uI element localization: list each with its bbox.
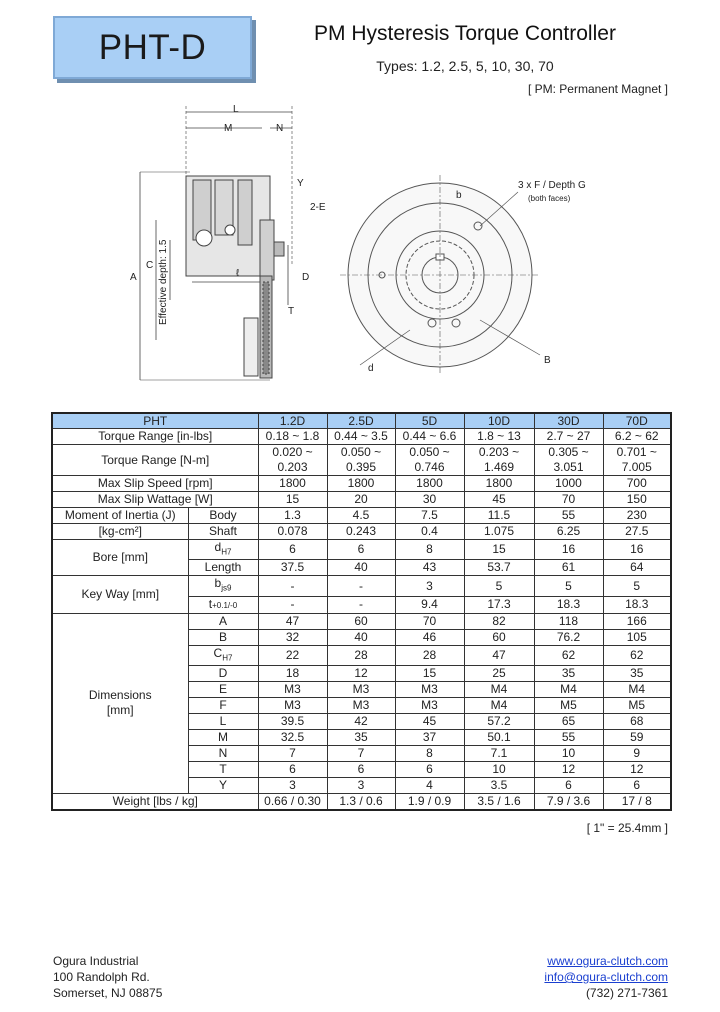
table-cell: M3 bbox=[395, 698, 464, 714]
label-2E: 2-E bbox=[310, 202, 326, 213]
table-cell: 70 bbox=[395, 613, 464, 629]
row-sublabel bbox=[188, 778, 258, 794]
table-cell: 70 bbox=[534, 492, 603, 508]
row-label bbox=[52, 613, 188, 793]
company-name: Ogura Industrial bbox=[53, 954, 139, 968]
table-cell: 0.44 ~ 3.5 bbox=[327, 429, 395, 445]
label-B: B bbox=[544, 355, 551, 366]
table-cell bbox=[258, 445, 327, 476]
table-cell: 46 bbox=[395, 629, 464, 645]
cell-line: 0.305 ~ bbox=[548, 445, 589, 459]
sublabel-text: N bbox=[218, 746, 228, 761]
dimensions-label: Dimensions bbox=[88, 688, 152, 703]
table-row bbox=[52, 429, 671, 445]
table-row bbox=[52, 476, 671, 492]
table-cell: 45 bbox=[464, 492, 534, 508]
cell-line: 0.203 ~ bbox=[478, 445, 520, 459]
header-cell: 1.2D bbox=[258, 413, 327, 429]
row-sublabel bbox=[188, 730, 258, 746]
table-cell: 82 bbox=[464, 613, 534, 629]
table-cell: 0.4 bbox=[395, 524, 464, 540]
table-cell: 150 bbox=[603, 492, 671, 508]
row-label: Moment of Inertia (J) bbox=[52, 508, 188, 524]
table-row bbox=[52, 613, 671, 629]
cell-line: 1.469 bbox=[483, 460, 515, 474]
table-cell: M4 bbox=[534, 682, 603, 698]
row-sublabel bbox=[188, 682, 258, 698]
table-cell: 3 bbox=[258, 778, 327, 794]
table-cell: 3.5 bbox=[464, 778, 534, 794]
table-cell: 7.1 bbox=[464, 746, 534, 762]
row-sublabel bbox=[188, 645, 258, 665]
table-cell: 7.9 / 3.6 bbox=[534, 794, 603, 811]
row-label: Max Slip Wattage [W] bbox=[52, 492, 258, 508]
label-d: d bbox=[368, 363, 374, 374]
table-cell: 28 bbox=[327, 645, 395, 665]
table-cell: 12 bbox=[603, 762, 671, 778]
cell-line: 0.020 ~ bbox=[272, 445, 313, 459]
cell-line: 0.050 ~ bbox=[409, 445, 450, 459]
cell-line: 0.203 bbox=[277, 460, 308, 474]
footer-contact bbox=[544, 953, 668, 1001]
types-line: Types: 1.2, 2.5, 5, 10, 30, 70 bbox=[376, 58, 554, 74]
table-row bbox=[52, 508, 671, 524]
sublabel-text: M bbox=[218, 730, 228, 745]
technical-drawing bbox=[120, 100, 610, 390]
sublabel-sub: H7 bbox=[221, 547, 232, 557]
address-line: Somerset, NJ 08875 bbox=[53, 986, 163, 1000]
sublabel-text: T bbox=[219, 762, 227, 777]
table-cell: 4.5 bbox=[327, 508, 395, 524]
row-sublabel bbox=[188, 714, 258, 730]
sublabel-text: B bbox=[218, 629, 227, 644]
row-label: Torque Range [in-lbs] bbox=[52, 429, 258, 445]
table-cell: M4 bbox=[603, 682, 671, 698]
table-cell: 10 bbox=[464, 762, 534, 778]
table-cell: 10 bbox=[534, 746, 603, 762]
sublabel-text: Y bbox=[218, 778, 227, 793]
table-cell: 60 bbox=[464, 629, 534, 645]
model-name: PHT-D bbox=[98, 27, 207, 67]
model-title-box bbox=[53, 16, 252, 79]
table-cell: 60 bbox=[327, 613, 395, 629]
row-sublabel bbox=[188, 762, 258, 778]
table-cell: 28 bbox=[395, 645, 464, 665]
table-cell: M5 bbox=[603, 698, 671, 714]
sublabel-sub: H7 bbox=[222, 653, 233, 663]
table-cell: 4 bbox=[395, 778, 464, 794]
sublabel-text: L bbox=[219, 714, 227, 729]
email-link[interactable]: info@ogura-clutch.com bbox=[544, 970, 668, 984]
dimensions-unit: [mm] bbox=[106, 703, 134, 718]
cell-line: 0.050 ~ bbox=[340, 445, 382, 459]
table-row bbox=[52, 524, 671, 540]
table-cell: 105 bbox=[603, 629, 671, 645]
table-cell: 6 bbox=[395, 762, 464, 778]
table-cell: 1800 bbox=[327, 476, 395, 492]
row-sublabel bbox=[188, 596, 258, 613]
row-sublabel: Body bbox=[188, 508, 258, 524]
table-cell: 7 bbox=[258, 746, 327, 762]
table-cell: 16 bbox=[534, 540, 603, 560]
table-cell: 15 bbox=[395, 666, 464, 682]
table-cell: - bbox=[327, 596, 395, 613]
table-cell: 9.4 bbox=[395, 596, 464, 613]
table-cell: 11.5 bbox=[464, 508, 534, 524]
table-cell: 47 bbox=[258, 613, 327, 629]
row-label: [kg-cm²] bbox=[52, 524, 188, 540]
label-D: D bbox=[302, 272, 310, 283]
table-cell: M5 bbox=[534, 698, 603, 714]
table-cell: 62 bbox=[534, 645, 603, 665]
table-cell: 700 bbox=[603, 476, 671, 492]
phone-number: (732) 271-7361 bbox=[585, 986, 668, 1000]
table-cell: 7 bbox=[327, 746, 395, 762]
table-cell: 53.7 bbox=[464, 560, 534, 576]
sublabel-text: E bbox=[218, 682, 227, 697]
table-row bbox=[52, 445, 671, 476]
table-cell: 39.5 bbox=[258, 714, 327, 730]
sublabel-text: F bbox=[219, 698, 227, 713]
sublabel-sub: js9 bbox=[221, 583, 232, 593]
front-view bbox=[340, 175, 540, 375]
table-cell: 2.7 ~ 27 bbox=[534, 429, 603, 445]
table-cell: 1.075 bbox=[464, 524, 534, 540]
cell-line: 0.701 ~ bbox=[616, 445, 657, 459]
table-cell: 3.5 / 1.6 bbox=[464, 794, 534, 811]
label-effective-depth: Effective depth: 1.5 bbox=[158, 239, 169, 325]
table-cell: 6 bbox=[603, 778, 671, 794]
row-sublabel: Shaft bbox=[188, 524, 258, 540]
table-cell: 6 bbox=[258, 540, 327, 560]
table-cell: 3 bbox=[395, 576, 464, 596]
row-sublabel bbox=[188, 698, 258, 714]
table-cell: 62 bbox=[603, 645, 671, 665]
table-cell: 32.5 bbox=[258, 730, 327, 746]
website-link[interactable]: www.ogura-clutch.com bbox=[547, 954, 668, 968]
table-cell: 12 bbox=[327, 666, 395, 682]
table-cell: 0.243 bbox=[327, 524, 395, 540]
table-cell: 32 bbox=[258, 629, 327, 645]
table-cell bbox=[395, 445, 464, 476]
table-cell: 65 bbox=[534, 714, 603, 730]
table-cell: 166 bbox=[603, 613, 671, 629]
row-label: Torque Range [N-m] bbox=[52, 445, 258, 476]
address-line: 100 Randolph Rd. bbox=[53, 970, 150, 984]
table-cell: 17 / 8 bbox=[603, 794, 671, 811]
label-ell: ℓ bbox=[236, 268, 240, 279]
table-cell: 17.3 bbox=[464, 596, 534, 613]
label-both-faces: (both faces) bbox=[528, 194, 571, 203]
table-cell: M4 bbox=[464, 698, 534, 714]
row-sublabel: Length bbox=[188, 560, 258, 576]
table-cell: 12 bbox=[534, 762, 603, 778]
table-header-row bbox=[52, 413, 671, 429]
table-cell: 22 bbox=[258, 645, 327, 665]
table-cell: 18.3 bbox=[603, 596, 671, 613]
table-cell: 27.5 bbox=[603, 524, 671, 540]
table-cell: 68 bbox=[603, 714, 671, 730]
table-cell: 18 bbox=[258, 666, 327, 682]
table-cell: 0.078 bbox=[258, 524, 327, 540]
pm-note: [ PM: Permanent Magnet ] bbox=[527, 82, 668, 96]
table-cell bbox=[327, 445, 395, 476]
table-cell: 37 bbox=[395, 730, 464, 746]
table-cell: 35 bbox=[603, 666, 671, 682]
dimensions-body bbox=[52, 613, 671, 793]
table-cell: 55 bbox=[534, 730, 603, 746]
table-cell: 0.44 ~ 6.6 bbox=[395, 429, 464, 445]
table-cell: 47 bbox=[464, 645, 534, 665]
table-cell: 1000 bbox=[534, 476, 603, 492]
unit-conversion: [ 1" = 25.4mm ] bbox=[586, 821, 668, 835]
table-cell: 35 bbox=[327, 730, 395, 746]
label-b: b bbox=[456, 190, 462, 201]
table-cell: 3 bbox=[327, 778, 395, 794]
row-label: Weight [lbs / kg] bbox=[52, 794, 258, 811]
table-cell bbox=[603, 445, 671, 476]
table-cell: 230 bbox=[603, 508, 671, 524]
header-cell: 10D bbox=[464, 413, 534, 429]
table-cell: 59 bbox=[603, 730, 671, 746]
table-cell: 1.3 / 0.6 bbox=[327, 794, 395, 811]
table-cell: 1800 bbox=[395, 476, 464, 492]
cell-line: 3.051 bbox=[553, 460, 584, 474]
table-cell: 9 bbox=[603, 746, 671, 762]
table-cell: 18.3 bbox=[534, 596, 603, 613]
table-cell: - bbox=[258, 596, 327, 613]
table-cell: 1.9 / 0.9 bbox=[395, 794, 464, 811]
sublabel-text: D bbox=[218, 666, 228, 681]
page-title: PM Hysteresis Torque Controller bbox=[314, 22, 616, 45]
row-label: Bore [mm] bbox=[52, 540, 188, 576]
table-cell: M3 bbox=[258, 682, 327, 698]
label-A: A bbox=[130, 272, 137, 283]
table-cell: 15 bbox=[258, 492, 327, 508]
table-cell: 64 bbox=[603, 560, 671, 576]
table-cell: 6 bbox=[327, 540, 395, 560]
footer-address bbox=[53, 953, 162, 1001]
table-cell: M3 bbox=[258, 698, 327, 714]
label-C: C bbox=[146, 260, 154, 271]
table-cell: 37.5 bbox=[258, 560, 327, 576]
cell-line: 0.395 bbox=[345, 460, 377, 474]
header-cell: 30D bbox=[534, 413, 603, 429]
header-cell: 2.5D bbox=[327, 413, 395, 429]
table-cell: - bbox=[258, 576, 327, 596]
table-cell: 1.3 bbox=[258, 508, 327, 524]
table-cell: M3 bbox=[327, 698, 395, 714]
sublabel-sub: +0.1/-0 bbox=[212, 600, 238, 610]
table-cell: 5 bbox=[603, 576, 671, 596]
row-sublabel bbox=[188, 629, 258, 645]
row-sublabel bbox=[188, 746, 258, 762]
cell-line: 0.746 bbox=[414, 460, 445, 474]
sublabel-text: d bbox=[214, 540, 222, 554]
table-cell: 8 bbox=[395, 746, 464, 762]
table-cell: 1800 bbox=[258, 476, 327, 492]
row-sublabel bbox=[188, 576, 258, 596]
table-cell: 61 bbox=[534, 560, 603, 576]
row-sublabel bbox=[188, 613, 258, 629]
row-label: Max Slip Speed [rpm] bbox=[52, 476, 258, 492]
spec-table bbox=[51, 412, 672, 811]
table-cell: 6.2 ~ 62 bbox=[603, 429, 671, 445]
label-M: M bbox=[224, 123, 233, 134]
table-cell: 6 bbox=[327, 762, 395, 778]
table-cell: 0.18 ~ 1.8 bbox=[258, 429, 327, 445]
table-cell: 1.8 ~ 13 bbox=[464, 429, 534, 445]
table-cell: M3 bbox=[395, 682, 464, 698]
table-cell: 40 bbox=[327, 629, 395, 645]
row-sublabel bbox=[188, 666, 258, 682]
label-L: L bbox=[233, 104, 239, 115]
table-cell: 6 bbox=[534, 778, 603, 794]
table-cell: 8 bbox=[395, 540, 464, 560]
table-row bbox=[52, 794, 671, 811]
sublabel-text: C bbox=[213, 645, 223, 660]
table-cell: 118 bbox=[534, 613, 603, 629]
table-cell: 20 bbox=[327, 492, 395, 508]
table-cell: 6.25 bbox=[534, 524, 603, 540]
table-cell: 50.1 bbox=[464, 730, 534, 746]
table-cell: 57.2 bbox=[464, 714, 534, 730]
table-cell: 35 bbox=[534, 666, 603, 682]
row-sublabel bbox=[188, 540, 258, 560]
header-cell: 70D bbox=[603, 413, 671, 429]
table-row bbox=[52, 576, 671, 596]
sublabel-text: A bbox=[218, 613, 227, 628]
table-cell: 1800 bbox=[464, 476, 534, 492]
label-Y: Y bbox=[297, 178, 304, 189]
sublabel-text: t bbox=[208, 596, 213, 611]
label-T: T bbox=[288, 306, 295, 317]
table-cell: 5 bbox=[464, 576, 534, 596]
table-cell: 25 bbox=[464, 666, 534, 682]
table-row bbox=[52, 540, 671, 560]
table-cell: 55 bbox=[534, 508, 603, 524]
table-cell: 16 bbox=[603, 540, 671, 560]
table-cell: 42 bbox=[327, 714, 395, 730]
table-cell: M3 bbox=[327, 682, 395, 698]
table-cell: - bbox=[327, 576, 395, 596]
table-cell: 6 bbox=[258, 762, 327, 778]
table-cell bbox=[464, 445, 534, 476]
table-cell bbox=[534, 445, 603, 476]
table-row bbox=[52, 492, 671, 508]
header-cell: 5D bbox=[395, 413, 464, 429]
cell-line: 7.005 bbox=[621, 460, 652, 474]
table-cell: 0.66 / 0.30 bbox=[258, 794, 327, 811]
table-cell: 76.2 bbox=[534, 629, 603, 645]
table-cell: 7.5 bbox=[395, 508, 464, 524]
label-N: N bbox=[276, 123, 284, 134]
header-cell: PHT bbox=[52, 413, 258, 429]
row-label: Key Way [mm] bbox=[52, 576, 188, 613]
sublabel-text: b bbox=[214, 576, 222, 591]
table-cell: M4 bbox=[464, 682, 534, 698]
table-cell: 15 bbox=[464, 540, 534, 560]
table-cell: 5 bbox=[534, 576, 603, 596]
table-cell: 43 bbox=[395, 560, 464, 576]
table-cell: 30 bbox=[395, 492, 464, 508]
label-F-depth: 3 x F / Depth G bbox=[518, 180, 586, 191]
table-cell: 40 bbox=[327, 560, 395, 576]
table-cell: 45 bbox=[395, 714, 464, 730]
